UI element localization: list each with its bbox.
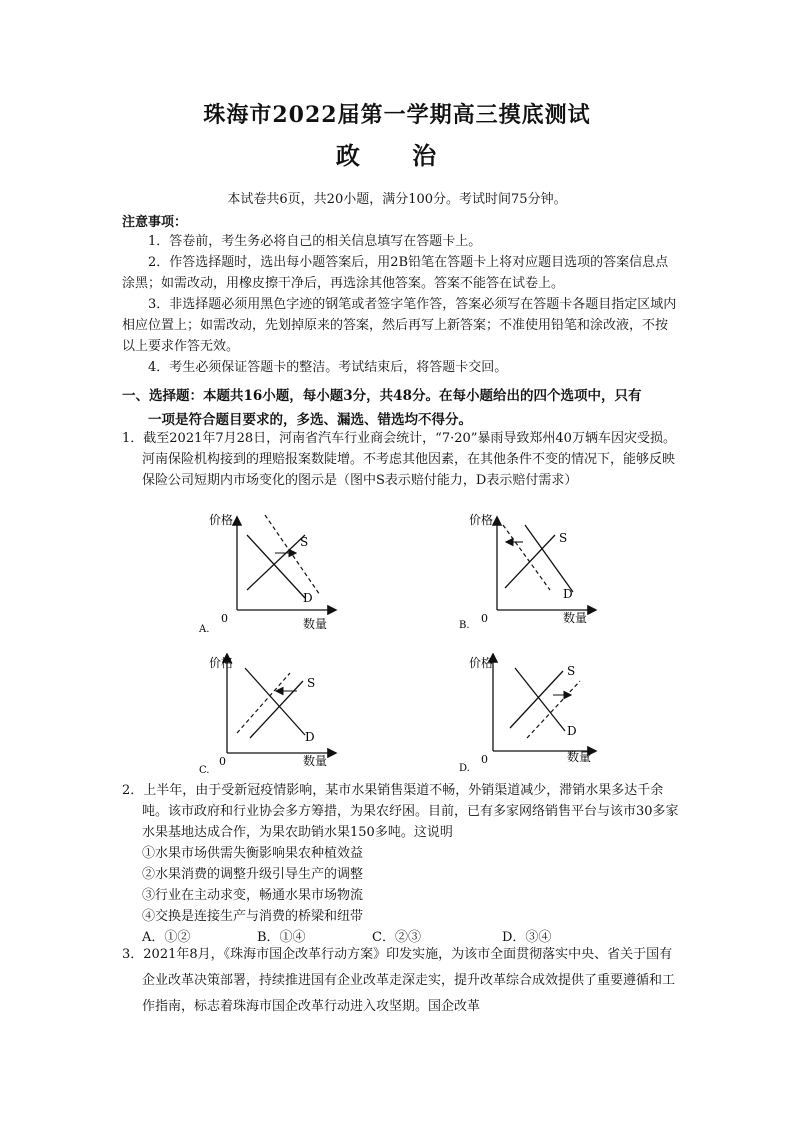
notice-item: 2．作答选择题时，选出每小题答案后，用2B铅笔在答题卡上将对应题目选项的答案信息点涂黑；如需改动，用橡皮擦干净后，再选涂其他答案。答案不能答在试卷上。 xyxy=(122,255,669,291)
chart-b-qty-label: 数量 xyxy=(563,611,588,625)
chart-c-s-label: S xyxy=(307,676,316,690)
chart-c-origin: 0 xyxy=(219,755,226,768)
option-a: A．①② xyxy=(142,930,191,945)
notice-item: 4．考生必须保证答题卡的整洁。考试结束后，将答题卡交回。 xyxy=(148,360,508,375)
exam-intro: 本试卷共6页，共20小题，满分100分。考试时间75分钟。 xyxy=(227,192,567,207)
question-2 xyxy=(122,780,682,948)
chart-a-d-label: D xyxy=(303,591,313,605)
chart-a-origin: 0 xyxy=(221,612,228,625)
chart-d-label: D. xyxy=(459,763,470,774)
exam-title: 珠海市2022届第一学期高三摸底测试 xyxy=(203,102,591,128)
chart-a-price-label: 价格 xyxy=(209,513,234,527)
question-1 xyxy=(122,428,682,491)
notice-heading: 注意事项： xyxy=(122,215,188,230)
statement-item: ②水果消费的调整升级引导生产的调整 xyxy=(142,867,364,882)
question-stem: 1．截至2021年7月28日，河南省汽车行业商会统计，“7·20”暴雨导致郑州40万辆车因灾受损。河南保险机构接到的理赔报案数陡增。不考虑其他因素，在其他条件不变的情况下，能够反映保险公司短期内市场变化的图示是（图中S表示赔付能力，D表示赔付需求） xyxy=(122,431,676,488)
subject-title: 政 治 xyxy=(335,141,459,170)
chart-d-d-label: D xyxy=(567,724,577,738)
section-line: 一项是符合题目要求的，多选、漏选、错选均不得分。 xyxy=(148,412,472,428)
notice-list xyxy=(122,231,677,378)
statement-item: ①水果市场供需失衡影响果农种植效益 xyxy=(142,846,364,861)
chart-c-label: C. xyxy=(199,765,210,776)
question-3 xyxy=(122,942,682,1020)
chart-a-label: A. xyxy=(199,624,210,635)
chart-b-label: B. xyxy=(459,620,470,631)
chart-d-s-label: S xyxy=(567,664,576,678)
chart-c-price-label: 价格 xyxy=(209,656,234,670)
notice-item: 1．答卷前，考生务必将自己的相关信息填写在答题卡上。 xyxy=(148,234,482,249)
chart-c-d-label: D xyxy=(305,730,315,744)
chart-c xyxy=(195,653,345,782)
chart-b-s-label: S xyxy=(559,531,568,545)
option-c: C．②③ xyxy=(372,930,421,945)
notice-item: 3．非选择题必须用黑色字迹的钢笔或者签字笔作答，答案必须写在答题卡各题目指定区域内相应位置上；如需改动，先划掉原来的答案，然后再写上新答案；不准使用铅笔和涂改液，不按以上要求作答无效。 xyxy=(122,297,677,354)
chart-a-s-label: S xyxy=(300,535,309,549)
section-heading xyxy=(122,384,682,432)
chart-d-origin: 0 xyxy=(481,753,488,766)
statement-item: ③行业在主动求变，畅通水果市场物流 xyxy=(142,888,364,903)
chart-c-qty-label: 数量 xyxy=(303,754,328,768)
chart-d-qty-label: 数量 xyxy=(567,750,592,764)
chart-b-origin: 0 xyxy=(481,612,488,625)
chart-b xyxy=(455,510,605,639)
question-stem: 3．2021年8月，《珠海市国企改革行动方案》印发实施，为该市全面贯彻落实中央、省关于国有企业改革决策部署，持续推进国有企业改革走深走实，提升改革综合成效提供了重要遵循和工作指南，标志着珠海市国企改革行动进入攻坚期。国企改革 xyxy=(122,947,676,1014)
chart-d-price-label: 价格 xyxy=(469,656,494,670)
section-line: 一、选择题：本题共16小题，每小题3分，共48分。在每小题给出的四个选项中，只有 xyxy=(122,388,642,404)
question-stem: 2．上半年，由于受新冠疫情影响，某市水果销售渠道不畅，外销渠道减少，滞销水果多达千余吨。该市政府和行业协会多方筹措，为果农纾困。目前，已有多家网络销售平台与该市30多家水果基地达成合作，为果农助销水果150多吨。这说明 xyxy=(122,783,679,840)
chart-b-d-label: D xyxy=(563,587,573,601)
chart-a-qty-label: 数量 xyxy=(303,617,328,631)
option-d: D．③④ xyxy=(502,930,552,945)
chart-a xyxy=(195,510,345,639)
statement-item: ④交换是连接生产与消费的桥梁和纽带 xyxy=(142,909,364,924)
option-b: B．①④ xyxy=(257,930,306,945)
chart-d xyxy=(455,653,605,782)
chart-b-price-label: 价格 xyxy=(469,513,494,527)
